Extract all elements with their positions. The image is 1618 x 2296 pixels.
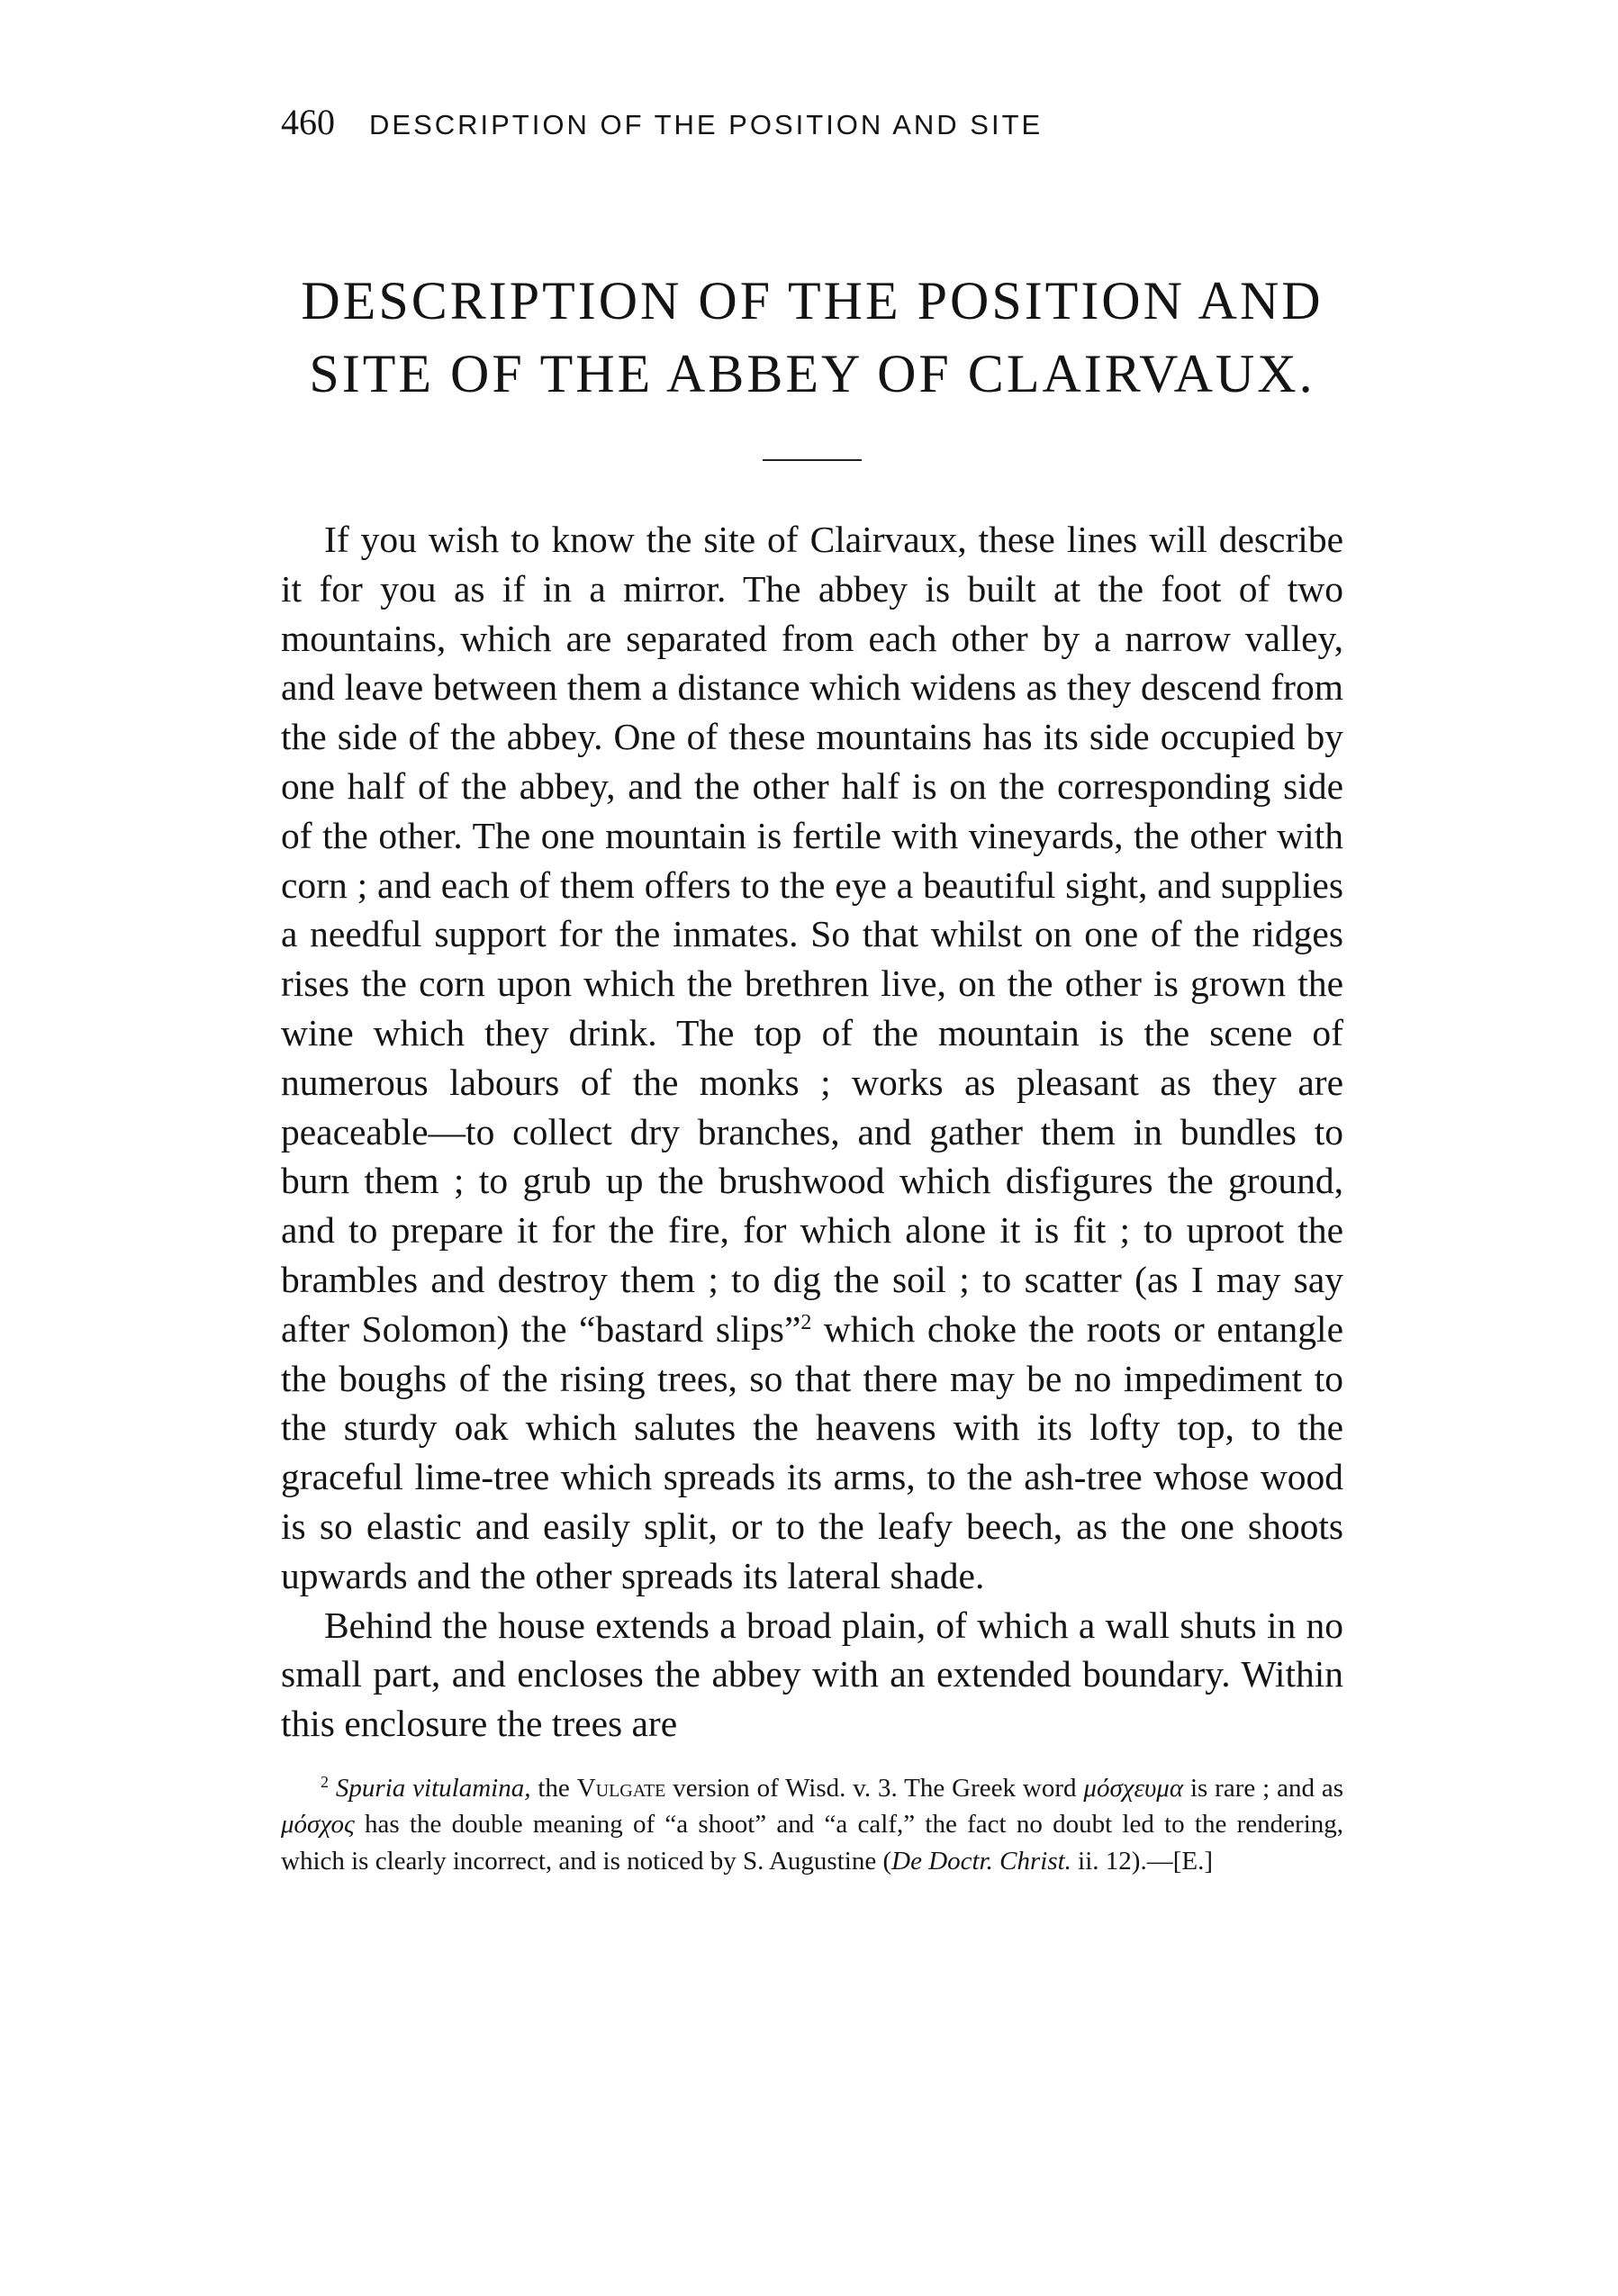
body-text bbox=[281, 515, 1343, 1749]
footnote-text-5: ii. 12).—[E.] bbox=[1071, 1846, 1213, 1876]
footnote-work-title: De Doctr. Christ. bbox=[891, 1846, 1071, 1876]
footnote-text-2: version of Wisd. v. 3. The Greek word bbox=[665, 1773, 1084, 1803]
paragraph-1 bbox=[281, 515, 1343, 1601]
book-page bbox=[281, 101, 1343, 1879]
paragraph-1-text-a: If you wish to know the site of Clairvaux, these lines will describe it for you as if in a mirror. The abbey is built at the foot of two mountains, which are separated from each other by a narrow valley, and leave between them a distance which widens as they descend from the side of the abbey. One of these mountains has its side occupied by one half of the abbey, and the other half is on the corresponding side of the other. The one mountain is fertile with vineyards, the other with corn ; and each of them offers to the eye a beautiful sight, and supplies a needful support for the inmates. So that whilst on one of the ridges rises the corn upon which the brethren live, on the other is grown the wine which they drink. The top of the mountain is the scene of numerous labours of the monks ; works as pleasant as they are peaceable—to collect dry branches, and gather them in bundles to burn them ; to grub up the brushwood which disfigures the ground, and to prepare it for the fire, for which alone it is fit ; to uproot the brambles and destroy them ; to dig the soil ; to scatter (as I may say after Solomon) the “bastard slips” bbox=[281, 519, 1343, 1350]
footnote-text-4: has the double meaning of “a shoot” and “a calf,” the fact no doubt led to the rendering, which is clearly incorrect, and is noticed by S. Augustine ( bbox=[281, 1810, 1343, 1876]
paragraph-2: Behind the house extends a broad plain, of which a wall shuts in no small part, and encloses the abbey with an extended boundary. Within this enclosure the trees are bbox=[281, 1604, 1343, 1745]
footnote-greek-1: μόσχευμα bbox=[1083, 1773, 1184, 1803]
footnote-text-3: is rare ; and as bbox=[1183, 1773, 1344, 1803]
chapter-title bbox=[281, 265, 1343, 411]
footnote-latin: Spuria vitulamina, bbox=[335, 1773, 531, 1803]
footnote-marker: 2 bbox=[321, 1772, 329, 1791]
footnote-greek-2: μόσχος bbox=[281, 1810, 355, 1840]
running-head bbox=[281, 101, 1343, 155]
running-title: DESCRIPTION OF THE POSITION AND SITE bbox=[369, 109, 1044, 140]
chapter-title-line-2: SITE OF THE ABBEY OF CLAIRVAUX. bbox=[309, 344, 1315, 403]
footnote-text-1: the bbox=[530, 1773, 577, 1803]
footnote-vulgate: Vulgate bbox=[576, 1773, 666, 1803]
footnote bbox=[281, 1770, 1343, 1880]
paragraph-1-text-b: which choke the roots or entangle the boughs of the rising trees, so that there may be no impediment to the sturdy oak which salutes the heavens with its lofty top, to the graceful lime-tree which spreads its arms, to the ash-tree whose wood is so elastic and easily split, or to the leafy beech, as the one shoots upwards and the other spreads its lateral shade. bbox=[281, 1307, 1343, 1596]
title-rule bbox=[763, 459, 862, 461]
chapter-title-line-1: DESCRIPTION OF THE POSITION AND bbox=[301, 271, 1324, 330]
page-number: 460 bbox=[281, 102, 335, 142]
footnote-reference: 2 bbox=[800, 1310, 812, 1334]
